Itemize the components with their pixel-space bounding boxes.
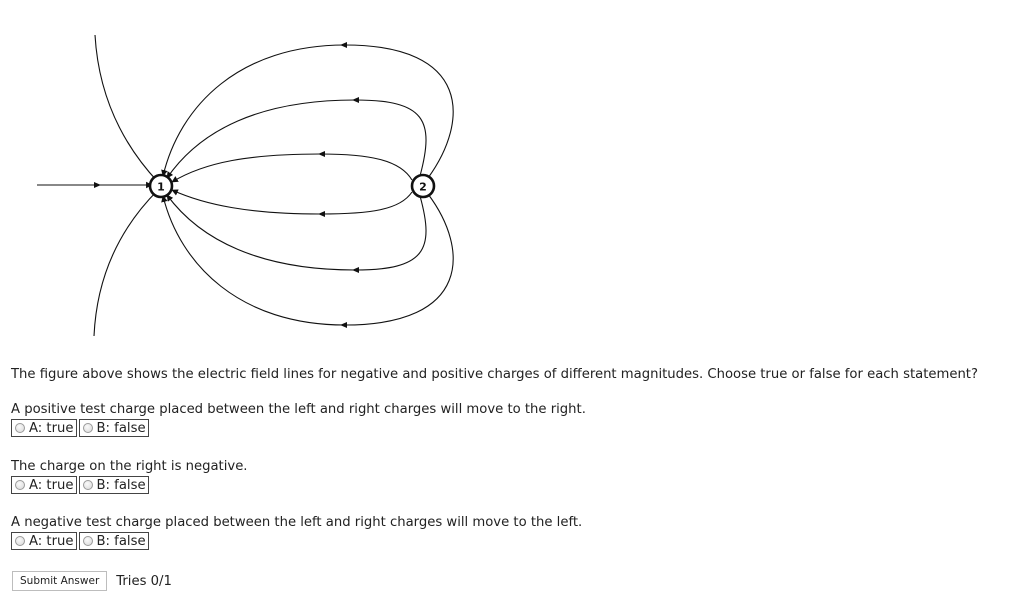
option-label: A: true: [29, 477, 74, 493]
field-line: [172, 154, 412, 182]
charge-1: [150, 175, 172, 197]
question-3: [11, 513, 582, 550]
option-b-false[interactable]: [79, 419, 149, 437]
field-arrow: [318, 211, 325, 217]
radio-button[interactable]: [15, 480, 25, 490]
intro-text: The figure above shows the electric field lines for negative and positive charges of different magnitudes. Choose true or false for each statement?: [11, 367, 978, 382]
option-b-false[interactable]: [79, 532, 149, 550]
choice-group: [11, 532, 582, 550]
field-line: [167, 100, 426, 178]
option-a-true[interactable]: [11, 532, 77, 550]
option-a-true[interactable]: [11, 419, 77, 437]
radio-button[interactable]: [83, 423, 93, 433]
submit-row: [12, 571, 172, 591]
radio-button[interactable]: [83, 536, 93, 546]
charge-1-label: 1: [157, 180, 165, 194]
option-b-false[interactable]: [79, 476, 149, 494]
submit-answer-button[interactable]: Submit Answer: [12, 571, 107, 591]
question-statement: A negative test charge placed between the left and right charges will move to the left.: [11, 515, 583, 530]
choice-group: [11, 419, 586, 437]
charge-2: [412, 175, 434, 197]
field-arrow: [340, 322, 347, 328]
radio-button[interactable]: [15, 423, 25, 433]
option-label: B: false: [96, 477, 146, 493]
question-statement: A positive test charge placed between the left and right charges will move to the right.: [11, 402, 586, 417]
field-line: [95, 35, 158, 182]
field-arrow: [94, 182, 101, 188]
field-line: [172, 190, 412, 214]
option-label: B: false: [96, 533, 146, 549]
option-label: A: true: [29, 533, 74, 549]
option-label: A: true: [29, 420, 74, 436]
question-1: [11, 400, 586, 437]
field-arrow: [352, 267, 359, 273]
field-arrow: [318, 151, 325, 157]
charge-2-label: 2: [419, 180, 427, 194]
question-statement: The charge on the right is negative.: [11, 459, 248, 474]
choice-group: [11, 476, 248, 494]
question-2: [11, 457, 248, 494]
field-line: [167, 195, 426, 270]
radio-button[interactable]: [83, 480, 93, 490]
option-a-true[interactable]: [11, 476, 77, 494]
field-line: [163, 45, 453, 178]
radio-button[interactable]: [15, 536, 25, 546]
option-label: B: false: [96, 420, 146, 436]
tries-counter: Tries 0/1: [116, 573, 172, 589]
field-arrow: [352, 97, 359, 103]
field-arrow: [340, 42, 347, 48]
field-line: [94, 190, 158, 336]
